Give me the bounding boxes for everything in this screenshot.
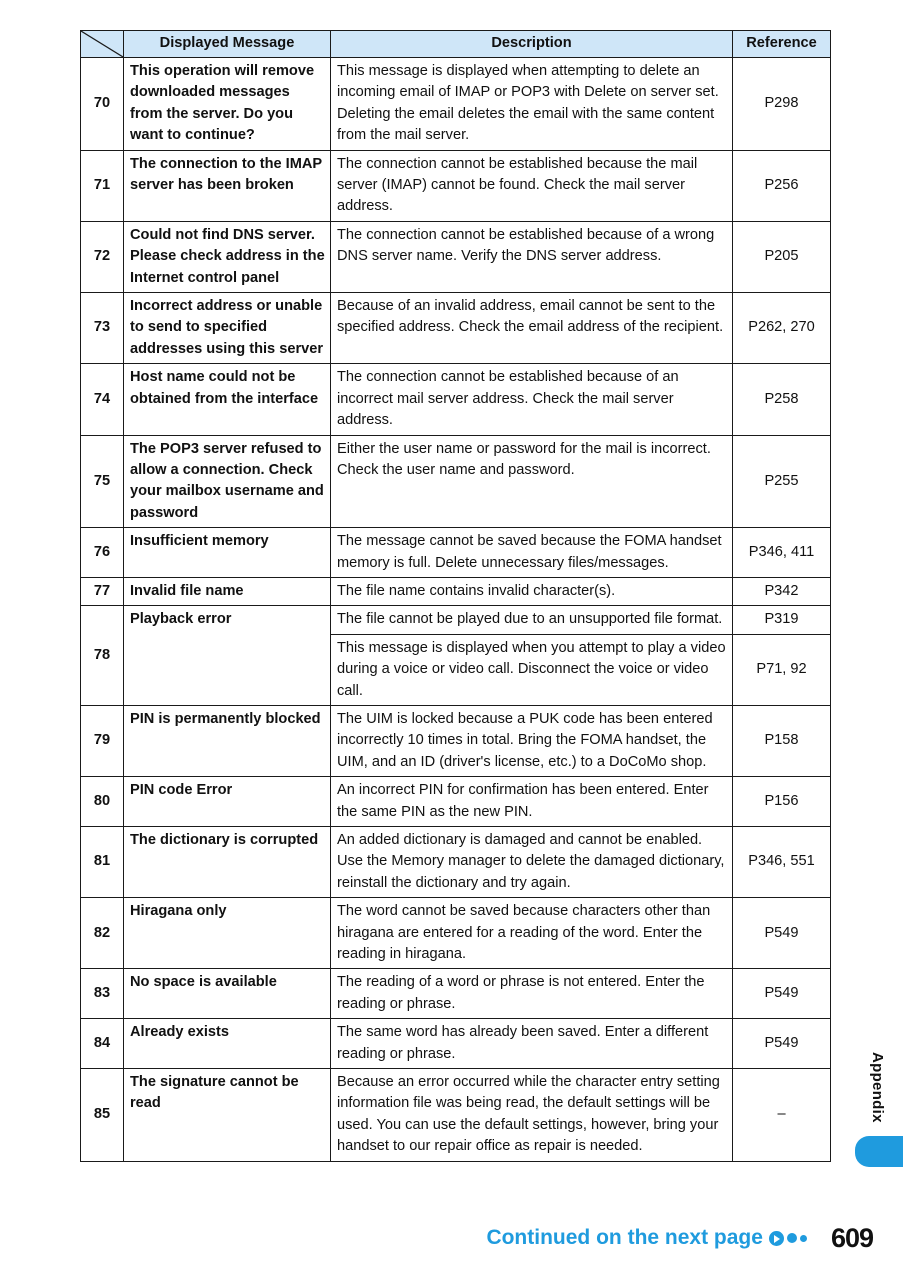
- row-number: 75: [81, 435, 124, 528]
- description: Either the user name or password for the mail is incorrect. Check the user name and password.: [331, 435, 733, 528]
- row-number: 70: [81, 58, 124, 151]
- description: The connection cannot be established because of a wrong DNS server name. Verify the DNS server address.: [331, 221, 733, 292]
- description: The connection cannot be established because the mail server (IMAP) cannot be found. Check the mail server address.: [331, 150, 733, 221]
- table-row: [81, 293, 831, 364]
- reference: P258: [733, 364, 831, 435]
- reference: P346, 411: [733, 528, 831, 578]
- next-page-arrow-icon: [769, 1231, 807, 1246]
- reference: P255: [733, 435, 831, 528]
- row-number: 72: [81, 221, 124, 292]
- displayed-message: Playback error: [124, 606, 331, 706]
- description: This message is displayed when attempting to delete an incoming email of IMAP or POP3 with Delete on server set. Deleting the email deletes the email with the same content from the mail server.: [331, 58, 733, 151]
- reference: –: [733, 1069, 831, 1162]
- description: The same word has already been saved. Enter a different reading or phrase.: [331, 1019, 733, 1069]
- dot-icon: [787, 1233, 797, 1243]
- reference: P156: [733, 777, 831, 827]
- displayed-message: Invalid file name: [124, 577, 331, 605]
- row-number: 79: [81, 705, 124, 776]
- description: The reading of a word or phrase is not entered. Enter the reading or phrase.: [331, 969, 733, 1019]
- page-number: 609: [830, 1222, 873, 1253]
- table-row: [81, 528, 831, 578]
- reference: P71, 92: [733, 634, 831, 705]
- description: Because of an invalid address, email cannot be sent to the specified address. Check the email address of the recipient.: [331, 293, 733, 364]
- description: This message is displayed when you attempt to play a video during a voice or video call. Disconnect the voice or video call.: [331, 634, 733, 705]
- displayed-message: Incorrect address or unable to send to specified addresses using this server: [124, 293, 331, 364]
- table-row: [81, 1019, 831, 1069]
- displayed-message: The dictionary is corrupted: [124, 827, 331, 898]
- reference: P298: [733, 58, 831, 151]
- table-row: [81, 577, 831, 605]
- row-number: 81: [81, 827, 124, 898]
- table-row: [81, 969, 831, 1019]
- table-row: [81, 435, 831, 528]
- reference: P549: [733, 969, 831, 1019]
- table-row: [81, 150, 831, 221]
- reference: P346, 551: [733, 827, 831, 898]
- table-row: [81, 1069, 831, 1162]
- table-row: [81, 777, 831, 827]
- displayed-message: Hiragana only: [124, 898, 331, 969]
- displayed-message: PIN is permanently blocked: [124, 705, 331, 776]
- row-number: 83: [81, 969, 124, 1019]
- reference: P205: [733, 221, 831, 292]
- description: The connection cannot be established because of an incorrect mail server address. Check the mail server address.: [331, 364, 733, 435]
- displayed-message: The connection to the IMAP server has been broken: [124, 150, 331, 221]
- row-number: 73: [81, 293, 124, 364]
- description: The message cannot be saved because the FOMA handset memory is full. Delete unnecessary files/messages.: [331, 528, 733, 578]
- reference: P158: [733, 705, 831, 776]
- page-footer: [486, 1222, 873, 1254]
- continued-next-page-text: Continued on the next page: [486, 1226, 763, 1249]
- displayed-message: This operation will remove downloaded messages from the server. Do you want to continue?: [124, 58, 331, 151]
- reference: P262, 270: [733, 293, 831, 364]
- row-number: 82: [81, 898, 124, 969]
- table-row: [81, 898, 831, 969]
- reference: P319: [733, 606, 831, 634]
- appendix-tab-marker: [855, 1136, 903, 1167]
- description: An incorrect PIN for confirmation has been entered. Enter the same PIN as the new PIN.: [331, 777, 733, 827]
- description: The file name contains invalid character(s).: [331, 577, 733, 605]
- description: The file cannot be played due to an unsupported file format.: [331, 606, 733, 634]
- table-row: [81, 827, 831, 898]
- row-number: 71: [81, 150, 124, 221]
- description: The UIM is locked because a PUK code has been entered incorrectly 10 times in total. Bring the FOMA handset, the UIM, and an ID (driver's license, etc.) to a DoCoMo shop.: [331, 705, 733, 776]
- reference: P256: [733, 150, 831, 221]
- description: The word cannot be saved because characters other than hiragana are entered for a reading of the word. Enter the reading in hiragana.: [331, 898, 733, 969]
- row-number: 78: [81, 606, 124, 706]
- displayed-message: Host name could not be obtained from the interface: [124, 364, 331, 435]
- reference: P549: [733, 1019, 831, 1069]
- dot-icon: [800, 1235, 807, 1242]
- table-row: [81, 221, 831, 292]
- play-dot-icon: [769, 1231, 784, 1246]
- displayed-message: No space is available: [124, 969, 331, 1019]
- displayed-message: Could not find DNS server. Please check address in the Internet control panel: [124, 221, 331, 292]
- row-number: 76: [81, 528, 124, 578]
- row-number: 85: [81, 1069, 124, 1162]
- row-number: 74: [81, 364, 124, 435]
- description: Because an error occurred while the character entry setting information file was being read, the default settings will be used. You can use the default settings, however, bring your handset to our repair office as repair is needed.: [331, 1069, 733, 1162]
- row-number: 84: [81, 1019, 124, 1069]
- table-header-row: [81, 31, 831, 58]
- row-number: 77: [81, 577, 124, 605]
- displayed-message: PIN code Error: [124, 777, 331, 827]
- row-number: 80: [81, 777, 124, 827]
- displayed-message: The signature cannot be read: [124, 1069, 331, 1162]
- diagonal-line-icon: [81, 31, 123, 57]
- header-displayed-message: Displayed Message: [124, 31, 331, 58]
- description: An added dictionary is damaged and cannot be enabled. Use the Memory manager to delete the damaged dictionary, reinstall the dictionary and try again.: [331, 827, 733, 898]
- displayed-message: Insufficient memory: [124, 528, 331, 578]
- table-row: [81, 364, 831, 435]
- header-reference: Reference: [733, 31, 831, 58]
- table-row: [81, 606, 831, 634]
- displayed-message: Already exists: [124, 1019, 331, 1069]
- table-row: [81, 58, 831, 151]
- appendix-side-label: Appendix: [869, 1052, 886, 1123]
- error-message-table: [80, 30, 831, 1162]
- reference: P342: [733, 577, 831, 605]
- header-description: Description: [331, 31, 733, 58]
- table-row: [81, 705, 831, 776]
- displayed-message: The POP3 server refused to allow a connection. Check your mailbox username and password: [124, 435, 331, 528]
- corner-header-cell: [81, 31, 124, 58]
- reference: P549: [733, 898, 831, 969]
